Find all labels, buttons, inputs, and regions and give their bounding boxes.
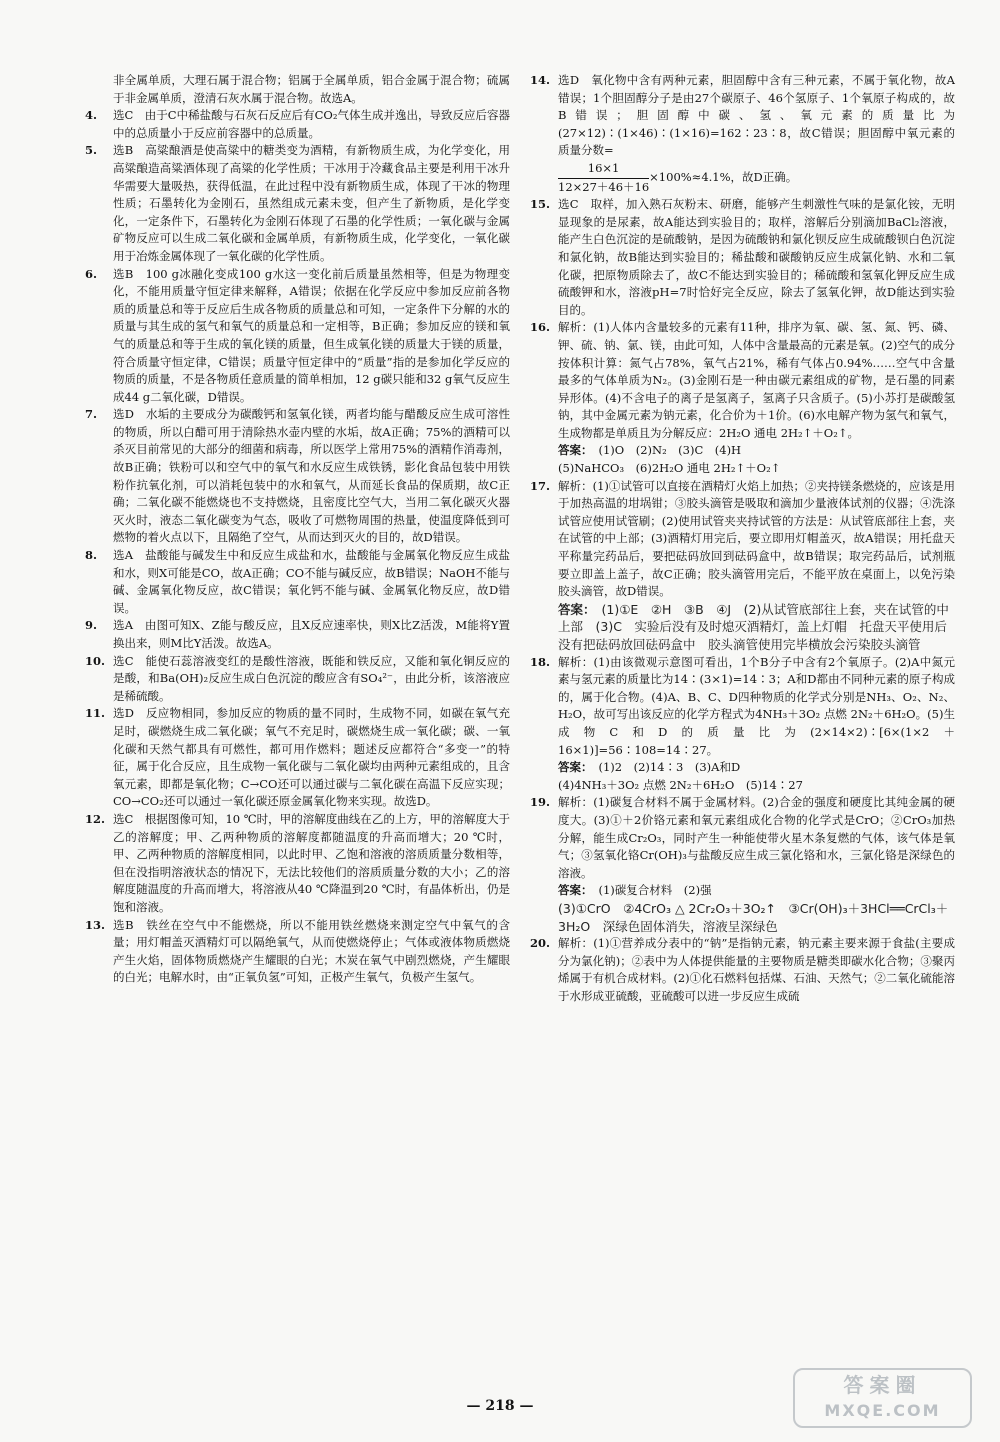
- answer-item-10: 10. 选C 能使石蕊溶液变红的是酸性溶液，既能和铁反应，又能和氧化铜反应的是酸，和Ba(OH)₂反应生成白色沉淀的酸应含有SO₄²⁻，由此分析，该溶液应是稀硫酸。: [85, 653, 510, 703]
- answer-item-11: 11. 选D 反应物相同，参加反应的物质的量不同时，生成物不同，如碳在氧气充足时，碳燃烧生成二氧化碳；氧气不充足时，碳燃烧生成一氧化碳；碳、一氧化碳和天然气都具有可燃性，都可用作燃料；题述反应都符合“多变一”的特征，属于化合反应，且生成物一氧化碳与二氧化碳均由两种元素组成的，且含氧元素，即都是氧化物；C→CO还可以通过碳与二氧化碳在高温下反应实现；CO→CO₂还可以通过一氧化碳还原金属氧化物来实现。故选D。: [85, 706, 510, 809]
- answer-item-15: 15. 选C 取样，加入熟石灰粉末、研磨，能够产生刺激性气味的是氯化铵，无明显现象的是尿素，故A能达到实验目的；取样，溶解后分别滴加BaCl₂溶液，能产生白色沉淀的是硫酸钠，是因为硫酸钠和氯化钡反应生成硫酸钡白色沉淀和氯化钠，故B能达到实验目的；稀盐酸和碳酸钠反应生成氯化钠、水和二氧化碳，把原物质除去了，故C不能达到实验目的；稀硫酸和氢氧化钾反应生成硫酸钾和水，溶液pH=7时恰好完全反应，除去了氢氧化钾，故D能达到实验目的。: [530, 197, 955, 317]
- answer-key-18-cont: (4)4NH₃＋3O₂ 点燃 2N₂＋6H₂O (5)14∶27: [558, 777, 803, 792]
- answer-item-19: 19. 解析：(1)碳复合材料不属于金属材料。(2)合金的强度和硬度比其纯金属的硬度大。(3)①＋2价铬元素和氧元素组成化合物的化学式是CrO；②CrO₃加热分解，能生成Cr₂O₃，同时产生一种能使带火星木条复燃的气体，该气体是氧气；③氢氧化铬Cr(OH)₃与盐酸反应生成三氯化铬和水，三氯化铬是深绿色的溶液。: [530, 795, 955, 880]
- answer-item-16: 16. 解析：(1)人体内含量较多的元素有11种，排序为氧、碳、氢、氮、钙、磷、钾、硫、钠、氯、镁，由此可知，人体中含量最高的元素是氧。(2)空气的成分按体积计算：氮气占78%，氧气占21%，稀有气体占0.94%……空气中含量最多的气体单质为N₂。(3)金刚石是一种由碳元素组成的矿物，是石墨的同素异形体。(4)不含电子的离子是氢离子，氢离子只含质子。(5)小苏打是碳酸氢钠，其中金属元素为钠元素，化合价为＋1价。(6)水电解产物为氢气和氧气，生成物都是单质且为分解反应：2H₂O 通电 2H₂↑＋O₂↑。: [530, 320, 955, 440]
- left-column: [85, 72, 510, 987]
- answer-item-6: 6. 选B 100 g冰融化变成100 g水这一变化前后质量虽然相等，但是为物理变化，不能用质量守恒定律来解释，A错误；依据在化学反应中参加反应前各物质的质量总和等于反应后生成各物质的质量总和可知，一定条件下分解的水的质量与其生成的氢气和氧气的质量总和一定相等，B正确；参加反应的镁和氧气的质量总和等于生成的氧化镁的质量，但生成氧化镁的质量大于镁的质量，符合质量守恒定律，C错误；质量守恒定律中的“质量”指的是参加化学反应的物质的质量，不是各物质任意质量的简单相加，12 g碳只能和32 g氧气反应生成44 g二氧化碳，D错误。: [85, 266, 510, 404]
- answer-item-14: 14. 选D 氧化物中含有两种元素，胆固醇中含有三种元素，不属于氧化物，故A错误；1个胆固醇分子是由27个碳原子、46个氢原子、1个氧原子构成的，故B错误；胆固醇中碳、氢、氧元素的质量比为(27×12)∶(1×46)∶(1×16)=162∶23∶8，故C错误；胆固醇中氧元素的质量分数=: [530, 73, 955, 158]
- answer-key-16-cont: (5)NaHCO₃ (6)2H₂O 通电 2H₂↑＋O₂↑: [558, 461, 781, 476]
- answer-item-4: 4. 选C 由于C中稀盐酸与石灰石反应后有CO₂气体生成并逸出，导致反应后容器中的总质量小于反应前容器中的总质量。: [85, 108, 510, 140]
- site-watermark: 答案圈 MXQE.COM: [793, 1368, 972, 1428]
- answer-item-7: 7. 选D 水垢的主要成分为碳酸钙和氢氧化镁，两者均能与醋酸反应生成可溶性的物质，所以白醋可用于清除热水壶内壁的水垢，故A正确；75%的酒精可以杀灭目前常见的大部分的细菌和病毒，所以医学上常用75%的酒精作消毒剂，故B正确；铁粉可以和空气中的氧气和水反应生成铁锈，影化食品包装中用铁粉作抗氧化剂，可以消耗包装中的水和氧气，从而延长食品的保质期，故C正确；二氧化碳不能燃烧也不支持燃烧，且密度比空气大，当用二氧化碳灭火器灭火时，液态二氧化碳变为气态，吸收了可燃物周围的热量，使温度降低到可燃物的着火点以下，且隔绝了空气，从而达到灭火的目的，故D错误。: [85, 407, 510, 545]
- answer-item-13: 13. 选B 铁丝在空气中不能燃烧，所以不能用铁丝燃烧来测定空气中氧气的含量；用灯帽盖灭酒精灯可以隔绝氧气，从而使燃烧停止；气体或液体物质燃烧产生火焰，固体物质燃烧产生耀眼的白光；木炭在氧气中剧烈燃烧，产生耀眼的白光；电解水时，由“正氧负氢”可知，正极产生氧气，负极产生氢气。: [85, 917, 510, 985]
- fraction-formula: $\frac{16\times 1}{12\times 27+46+16}$ ×100%≈4.1%，故D正确。: [530, 160, 955, 196]
- answer-item-9: 9. 选A 由图可知X、Z能与酸反应，且X反应速率快，则X比Z活泼，M能将Y置换出来，则M比Y活泼。故选A。: [85, 618, 510, 650]
- page-number: — 218 —: [466, 1398, 534, 1414]
- fraction: $\frac{16\times 1}{12\times 27+46+16}$: [558, 160, 650, 194]
- answer-key-18: 答案： (1)2 (2)14∶3 (3)A和D: [558, 760, 741, 775]
- answer-item-12: 12. 选C 根据图像可知，10 ℃时，甲的溶解度曲线在乙的上方，甲的溶解度大于乙的溶解度；甲、乙两种物质的溶解度都随温度的升高而增大；20 ℃时，甲、乙两种物质的溶解度相同，以此时甲、乙饱和溶液的溶质质量分数相等，但在没指明溶液状态的情况下，无法比较他们的溶质质量分数的大小；乙的溶解度随温度的升高而增大，将溶液从40 ℃降温到20 ℃时，有晶体析出，仍是饱和溶液。: [85, 811, 510, 914]
- answer-item-5: 5. 选B 高粱酿酒是使高粱中的糖类变为酒精，有新物质生成，为化学变化，用高粱酿造高粱酒体现了高粱的化学性质；干冰用于冷藏食品主要是利用干冰升华需要大量吸热，获得低温，在此过程中没有新物质生成，体现了干冰的物理性质；石墨转化为金刚石，虽然组成元素未变，但产生了新物质，是化学变化，一定条件下，石墨转化为金刚石体现了石墨的化学性质；一氧化碳与金属矿物反应可以生成二氧化碳和金属单质，有新物质生成，化学变化，一氧化碳用于冶炼金属体现了一氧化碳的化学性质。: [85, 143, 510, 263]
- answer-item-8: 8. 选A 盐酸能与碱发生中和反应生成盐和水，盐酸能与金属氧化物反应生成盐和水，则X可能是CO，故A正确；CO不能与碱反应，故B错误；NaOH不能与碱、金属氧化物反应，故C错误；氧化钙不能与碱、金属氧化物反应，故D错误。: [85, 548, 510, 615]
- answer-key-16: 答案： (1)O (2)N₂ (3)C (4)H: [558, 443, 742, 458]
- right-column: [530, 72, 955, 1005]
- answer-item-3-continued: 非全属单质，大理石属于混合物；铝属于全属单质，铝合金属于混合物；硫属于非金属单质，澄清石灰水属于混合物。故选A。: [113, 73, 510, 105]
- answer-key-17: 答案： (1)①E ②H ③B ④J (2)从试管底部往上套，夹在试管的中上部 (3)C 实验后没有及时熄灭酒精灯，盖上灯帽 托盘天平使用后没有把砝码放回砝码盒中 胶头滴管使用完毕横放会污染胶头滴管: [558, 601, 949, 652]
- answer-key-19-cont: (3)①CrO ②4CrO₃ △ 2Cr₂O₃＋3O₂↑ ③Cr(OH)₃＋3HCl══CrCl₃＋3H₂O 深绿色固体消失，溶液呈深绿色: [558, 900, 949, 934]
- answer-item-18: 18. 解析：(1)由该微观示意图可看出，1个B分子中含有2个氧原子。(2)A中氮元素与氢元素的质量比为14∶(3×1)=14∶3；A和D都由不同种元素的原子构成的，属于化合物。(4)A、B、C、D四种物质的化学式分别是NH₃、O₂、N₂、H₂O，故可写出该反应的化学方程式为4NH₃＋3O₂ 点燃 2N₂＋6H₂O。(5)生成物C和D的质量比为(2×14×2)∶[6×(1×2＋16×1)]=56∶108=14∶27。: [530, 654, 955, 757]
- answer-item-17: 17. 解析：(1)①试管可以直接在酒精灯火焰上加热；②夹持镁条燃烧的，应该是用于加热高温的坩埚钳；③胶头滴管是吸取和滴加少量液体试剂的仪器；④洗涤试管应使用试管刷；(2)使用试管夹夹持试管的方法是：从试管底部往上套，夹在试管的中上部；(3)酒精灯用完后，要立即用灯帽盖灭，故A错误；用托盘天平称量完药品后，要把砝码放回到砝码盒中，故B错误；取完药品后，试剂瓶要立即盖上盖子，故C正确；胶头滴管用完后，不能平放在桌面上，以免污染胶头滴管，故D错误。: [530, 478, 955, 599]
- answer-item-20: 20. 解析：(1)①营养成分表中的“钠”是指钠元素，钠元素主要来源于食盐(主要成分为氯化钠)；②表中为人体提供能量的主要物质是糖类即碳水化合物；③聚丙烯属于有机合成材料。(2)①化石燃料包括煤、石油、天然气；②二氧化硫能溶于水形成亚硫酸，亚硫酸可以进一步反应生成硫: [530, 936, 955, 1003]
- answer-key-19: 答案： (1)碳复合材料 (2)强: [558, 883, 712, 898]
